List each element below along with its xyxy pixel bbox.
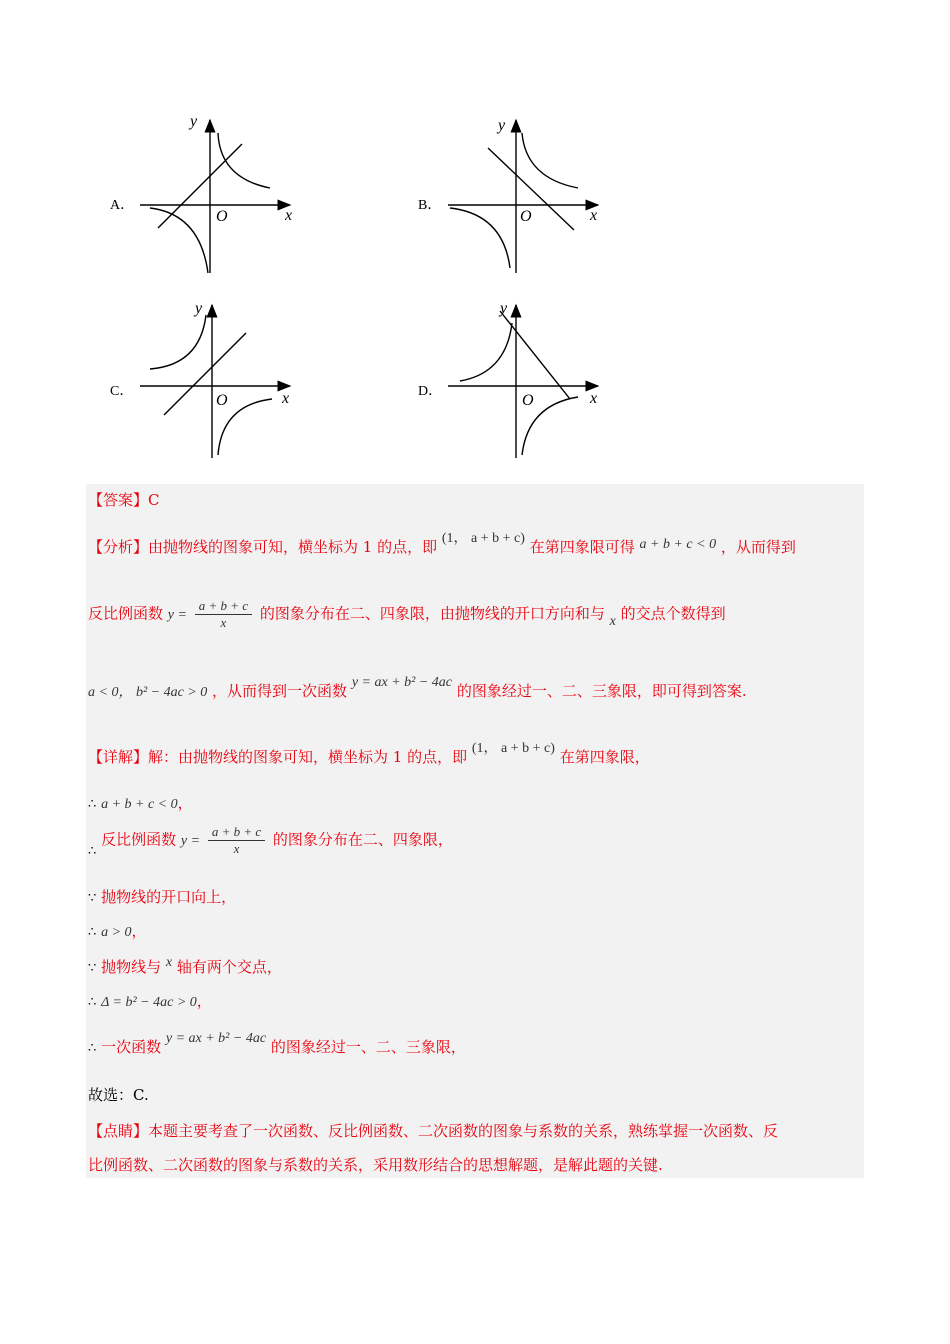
detail-text: 反比例函数 bbox=[101, 830, 177, 849]
comment-text: 比例函数、二次函数的图象与系数的关系，采用数形结合的思想解题，是解此题的关键. bbox=[88, 1156, 663, 1174]
y-axis-label: y bbox=[498, 117, 506, 134]
math-linear-function: y = ax + b² − 4ac bbox=[165, 1031, 267, 1046]
math-point: (1， a + b + c) bbox=[471, 741, 555, 756]
detail-text: 的图象经过一、二、三象限， bbox=[270, 1038, 466, 1056]
origin-label: O bbox=[520, 208, 532, 225]
x-axis-label: x bbox=[590, 207, 598, 224]
analysis-tag: 【分析】 bbox=[88, 538, 149, 556]
analysis-text: 由抛物线的图象可知，横坐标为 1 的点，即 bbox=[148, 538, 438, 556]
answer-line bbox=[88, 489, 160, 510]
because-symbol: ∵ bbox=[88, 891, 97, 906]
y-axis-label: y bbox=[500, 300, 508, 317]
analysis-text: ，从而得到 bbox=[720, 538, 796, 556]
math-point: (1， a + b + c) bbox=[441, 531, 525, 546]
hyperbola-branch bbox=[450, 208, 510, 268]
detail-text: ， bbox=[196, 992, 212, 1010]
detail-line-4 bbox=[88, 886, 236, 907]
detail-line-7 bbox=[88, 990, 212, 1011]
analysis-text: ，从而得到一次函数 bbox=[212, 682, 348, 700]
comment-line-1 bbox=[88, 1120, 778, 1141]
math-fraction bbox=[195, 598, 252, 631]
therefore-symbol: ∴ bbox=[88, 843, 97, 859]
detail-line-8 bbox=[88, 1031, 466, 1057]
detail-text: 抛物线的开口向上， bbox=[101, 888, 237, 906]
detail-text: 在第四象限， bbox=[559, 748, 650, 766]
math-discriminant: Δ = b² − 4ac > 0 bbox=[101, 995, 197, 1010]
hyperbola-branch bbox=[522, 133, 578, 188]
math-inequality: a + b + c < 0 bbox=[639, 537, 717, 552]
math-lhs: y = bbox=[180, 833, 201, 849]
analysis-text: 的图象经过一、二、三象限，即可得到答案. bbox=[456, 682, 747, 700]
math-fraction bbox=[208, 824, 265, 857]
detail-line-5 bbox=[88, 920, 147, 941]
math-linear-function: y = ax + b² − 4ac bbox=[351, 675, 453, 690]
hyperbola-branch bbox=[150, 315, 206, 369]
detail-text: 一次函数 bbox=[101, 1038, 162, 1056]
math-conditions: a < 0， b² − 4ac > 0 bbox=[88, 685, 208, 700]
detail-line-3 bbox=[88, 824, 453, 857]
option-graphs bbox=[0, 0, 950, 470]
detail-text: 解：由抛物线的图象可知，横坐标为 1 的点，即 bbox=[148, 748, 468, 766]
math-lhs: y = bbox=[167, 607, 187, 623]
answer-tag: 【答案】 bbox=[88, 491, 149, 509]
answer-value: C bbox=[148, 491, 160, 509]
analysis-text: 在第四象限可得 bbox=[529, 538, 635, 556]
y-axis-label: y bbox=[190, 113, 198, 130]
origin-label: O bbox=[216, 208, 228, 225]
therefore-symbol: ∴ bbox=[88, 995, 97, 1010]
option-label-d: D． bbox=[418, 384, 443, 399]
detail-text: 抛物线与 bbox=[101, 958, 162, 976]
analysis-text: 反比例函数 bbox=[88, 604, 164, 623]
analysis-text: 的交点个数得到 bbox=[620, 604, 726, 623]
math-x: x bbox=[609, 613, 616, 629]
origin-label: O bbox=[216, 392, 228, 409]
detail-line-6 bbox=[88, 956, 282, 977]
hyperbola-branch bbox=[460, 323, 512, 381]
x-axis-label: x bbox=[590, 390, 598, 407]
hyperbola-branch bbox=[150, 208, 208, 273]
x-axis-label: x bbox=[282, 390, 290, 407]
detail-tag: 【详解】 bbox=[88, 748, 149, 766]
graph-option-c bbox=[130, 293, 310, 463]
analysis-line-2 bbox=[88, 598, 726, 631]
analysis-line-3 bbox=[88, 675, 747, 701]
x-axis-label: x bbox=[285, 207, 293, 224]
analysis-text: 的图象分布在二、四象限，由抛物线的开口方向和与 bbox=[259, 604, 605, 623]
detail-line-2 bbox=[88, 792, 193, 813]
y-axis-label: y bbox=[195, 300, 203, 317]
analysis-line-1 bbox=[88, 531, 796, 557]
because-symbol: ∵ bbox=[88, 961, 97, 976]
option-label-a: A． bbox=[110, 198, 135, 213]
fraction-numerator: a + b + c bbox=[195, 598, 252, 615]
solution-panel bbox=[86, 484, 864, 1178]
therefore-symbol: ∴ bbox=[88, 797, 97, 812]
detail-line-1 bbox=[88, 741, 650, 767]
fraction-denominator: x bbox=[233, 841, 240, 856]
detail-text: 的图象分布在二、四象限， bbox=[272, 830, 453, 849]
graph-option-a bbox=[130, 108, 310, 278]
straight-line bbox=[164, 333, 246, 415]
therefore-symbol: ∴ bbox=[88, 925, 97, 940]
therefore-symbol: ∴ bbox=[88, 1041, 97, 1056]
comment-line-2 bbox=[88, 1154, 663, 1175]
option-label-b: B． bbox=[418, 198, 442, 213]
straight-line bbox=[158, 144, 242, 228]
origin-label: O bbox=[522, 392, 534, 409]
comment-text: 本题主要考查了一次函数、反比例函数、二次函数的图象与系数的关系，熟练掌握一次函数、反 bbox=[148, 1122, 779, 1140]
comment-tag: 【点睛】 bbox=[88, 1122, 149, 1140]
graph-option-d bbox=[438, 293, 618, 463]
option-label-c: C． bbox=[110, 384, 134, 399]
detail-text: 轴有两个交点， bbox=[176, 958, 282, 976]
math-inequality: a > 0 bbox=[101, 925, 132, 940]
fraction-numerator: a + b + c bbox=[208, 824, 265, 841]
math-x: x bbox=[165, 955, 173, 970]
choose-line: 故选：C. bbox=[88, 1086, 149, 1104]
detail-text: ， bbox=[177, 794, 193, 812]
fraction-denominator: x bbox=[220, 615, 227, 630]
detail-text: ， bbox=[131, 922, 147, 940]
graph-option-b bbox=[438, 108, 618, 278]
math-inequality: a + b + c < 0 bbox=[101, 797, 178, 812]
